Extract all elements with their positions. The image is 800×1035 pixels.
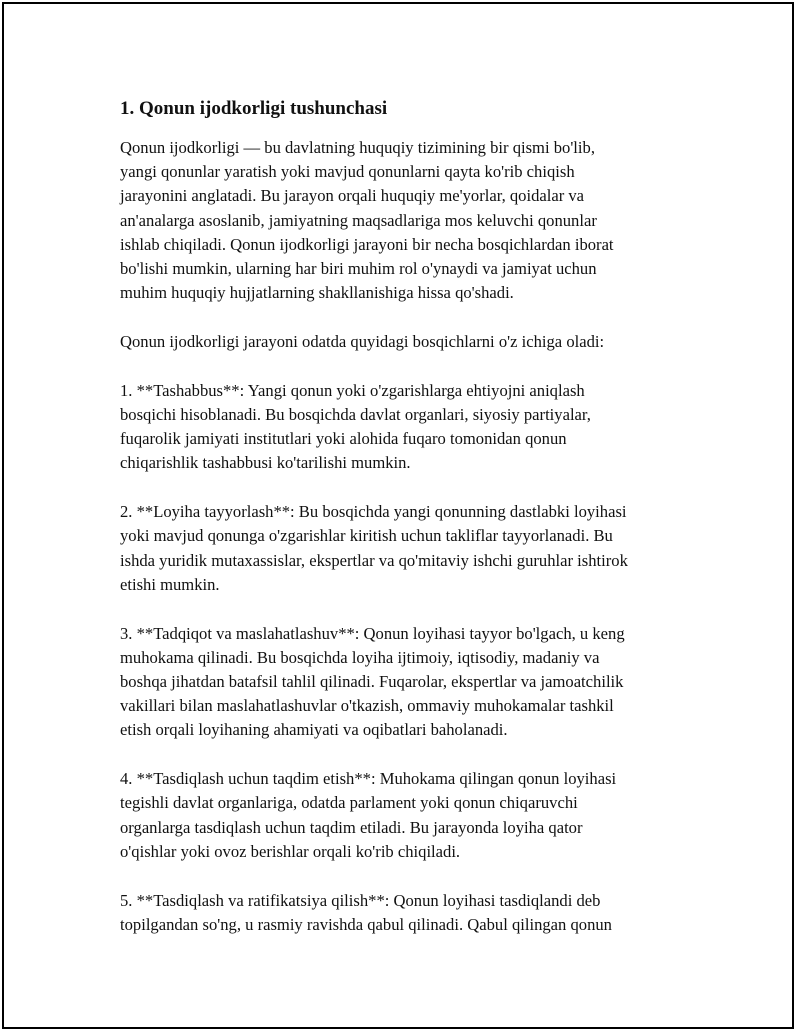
text-line: topilgandan so'ng, u rasmiy ravishda qabul qilinadi. Qabul qilingan qonun [120, 914, 612, 934]
document-body [120, 96, 700, 962]
text-line: fuqarolik jamiyati institutlari yoki alohida fuqaro tomonidan qonun [120, 429, 567, 449]
text-line: bosqichi hisoblanadi. Bu bosqichda davlat organlari, siyosiy partiyalar, [120, 405, 591, 425]
text-line: 5. **Tasdiqlash va ratifikatsiya qilish**: Qonun loyihasi tasdiqlandi deb [120, 890, 601, 910]
text-line: an'analarga asoslanib, jamiyatning maqsadlariga mos keluvchi qonunlar [120, 210, 597, 230]
paragraph [120, 330, 700, 354]
text-line: tegishli davlat organlariga, odatda parlament yoki qonun chiqaruvchi [120, 793, 578, 813]
text-line: etish orqali loyihaning ahamiyati va oqibatlari baholanadi. [120, 720, 508, 740]
text-line: bo'lishi mumkin, ularning har biri muhim rol o'ynaydi va jamiyat uchun [120, 259, 597, 279]
paragraph [120, 500, 700, 597]
text-line: yoki mavjud qonunga o'zgarishlar kiritish uchun takliflar tayyorlanadi. Bu [120, 526, 613, 546]
text-line: muhokama qilinadi. Bu bosqichda loyiha ijtimoiy, iqtisodiy, madaniy va [120, 647, 600, 667]
text-line: o'qishlar yoki ovoz berishlar orqali ko'rib chiqiladi. [120, 841, 461, 861]
document-page [2, 2, 794, 1029]
text-line: boshqa jihatdan batafsil tahlil qilinadi. Fuqarolar, ekspertlar va jamoatchilik [120, 672, 624, 692]
text-line: 2. **Loyiha tayyorlash**: Bu bosqichda yangi qonunning dastlabki loyihasi [120, 502, 627, 522]
text-line: muhim huquqiy hujjatlarning shakllanishiga hissa qo'shadi. [120, 283, 514, 303]
paragraph [120, 136, 700, 305]
paragraph [120, 767, 700, 864]
text-line: yangi qonunlar yaratish yoki mavjud qonunlarni qayta ko'rib chiqish [120, 162, 575, 182]
paragraph [120, 889, 700, 937]
text-line: etishi mumkin. [120, 574, 220, 594]
text-line: ishlab chiqiladi. Qonun ijodkorligi jarayoni bir necha bosqichlardan iborat [120, 234, 614, 254]
text-line: 4. **Tasdiqlash uchun taqdim etish**: Muhokama qilingan qonun loyihasi [120, 769, 617, 789]
text-line: chiqarishlik tashabbusi ko'tarilishi mumkin. [120, 453, 411, 473]
text-line: organlarga tasdiqlash uchun taqdim etiladi. Bu jarayonda loyiha qator [120, 817, 583, 837]
text-line: 3. **Tadqiqot va maslahatlashuv**: Qonun loyihasi tayyor bo'lgach, u keng [120, 623, 625, 643]
text-line: vakillari bilan maslahatlashuvlar o'tkazish, ommaviy muhokamalar tashkil [120, 696, 614, 716]
text-line: ishda yuridik mutaxassislar, ekspertlar va qo'mitaviy ishchi guruhlar ishtirok [120, 550, 628, 570]
paragraph [120, 379, 700, 476]
paragraph [120, 622, 700, 743]
text-line: Qonun ijodkorligi — bu davlatning huquqiy tizimining bir qismi bo'lib, [120, 138, 595, 157]
text-line: jarayonini anglatadi. Bu jarayon orqali huquqiy me'yorlar, qoidalar va [120, 186, 585, 206]
text-line: Qonun ijodkorligi jarayoni odatda quyidagi bosqichlarni o'z ichiga oladi: [120, 332, 605, 352]
text-line: 1. **Tashabbus**: Yangi qonun yoki o'zgarishlarga ehtiyojni aniqlash [120, 380, 585, 400]
paragraph-list [120, 136, 700, 937]
section-heading: 1. Qonun ijodkorligi tushunchasi [120, 98, 388, 119]
